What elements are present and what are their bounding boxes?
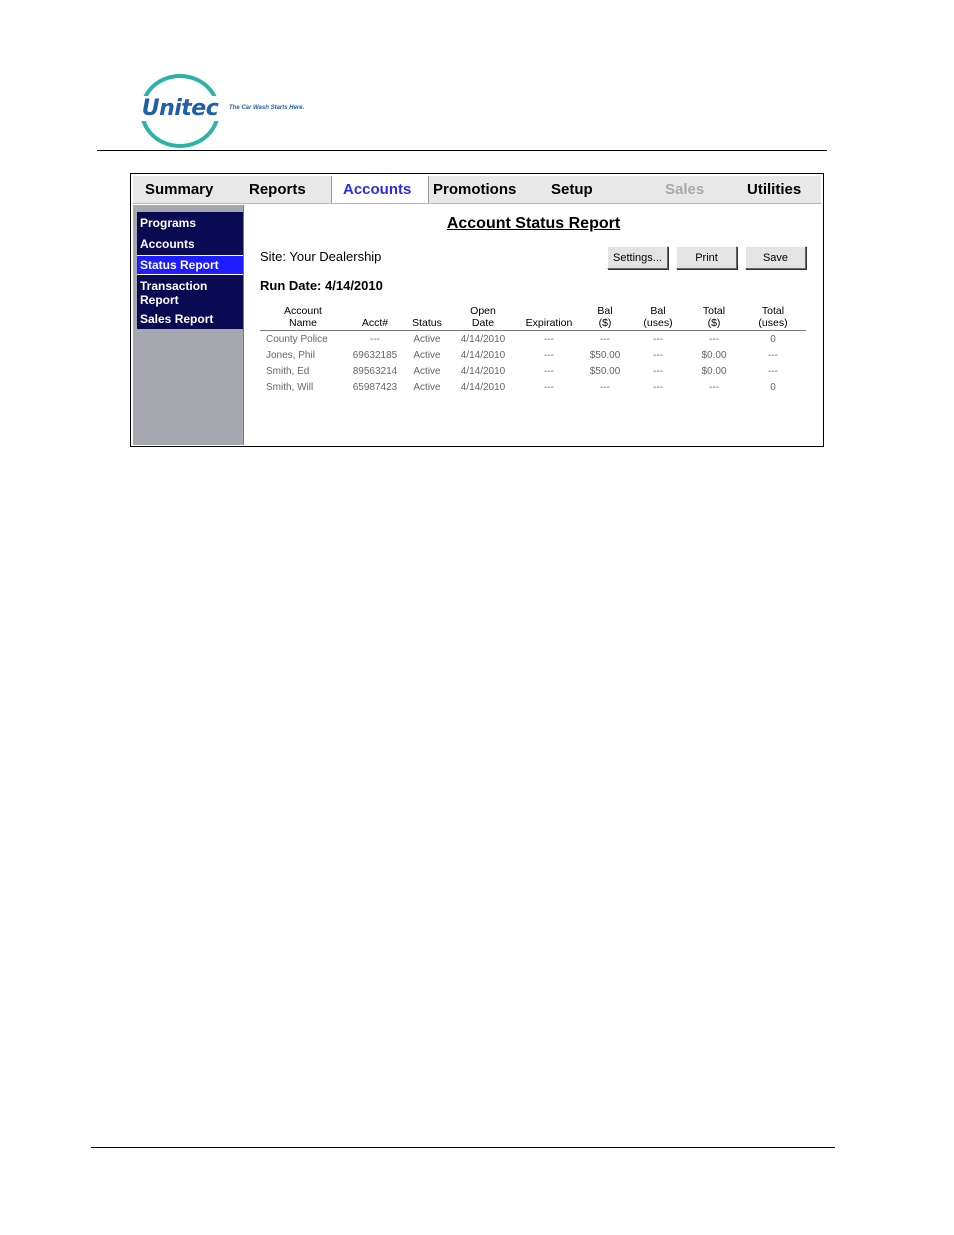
cell-total-dollars: --- — [709, 381, 719, 393]
sidebar-item-programs[interactable]: Programs — [140, 216, 197, 230]
cell-bal-dollars: --- — [600, 333, 610, 345]
cell-total-dollars: $0.00 — [701, 365, 727, 377]
column-header: Total (uses) — [740, 303, 806, 331]
page-title: Account Status Report — [446, 215, 621, 232]
column-header: Bal (uses) — [628, 303, 688, 331]
sidebar-item-accounts[interactable]: Accounts — [140, 237, 195, 251]
cell-acct-number: 69632185 — [352, 349, 398, 361]
column-header: Account Name — [260, 303, 346, 331]
cell-open-date: 4/14/2010 — [460, 381, 506, 393]
table-row — [260, 379, 806, 395]
cell-bal-uses: --- — [653, 381, 663, 393]
column-header: Open Date — [450, 303, 516, 331]
cell-total-uses: 0 — [770, 333, 776, 345]
settings-button[interactable]: Settings... — [607, 246, 668, 269]
cell-expiration: --- — [544, 381, 554, 393]
account-status-table — [260, 303, 806, 395]
sidebar-item-sales-report[interactable]: Sales Report — [140, 312, 214, 326]
cell-bal-dollars: $50.00 — [589, 349, 621, 361]
cell-account-name: Smith, Ed — [266, 365, 310, 377]
report-panel — [244, 205, 823, 445]
app-window — [130, 173, 824, 447]
save-button[interactable]: Save — [745, 246, 806, 269]
table-row — [260, 347, 806, 363]
cell-open-date: 4/14/2010 — [460, 333, 506, 345]
table-row — [260, 363, 806, 379]
run-date — [260, 278, 383, 293]
tab-utilities[interactable]: Utilities — [747, 181, 802, 198]
footer-rule — [91, 1147, 835, 1148]
column-header: Status — [404, 303, 450, 331]
cell-open-date: 4/14/2010 — [460, 365, 506, 377]
cell-status: Active — [413, 381, 441, 393]
tab-reports[interactable]: Reports — [249, 181, 306, 198]
cell-total-uses: --- — [768, 365, 778, 377]
cell-open-date: 4/14/2010 — [460, 349, 506, 361]
site-label: Site: Your Dealership — [260, 249, 382, 264]
logo-text: Unitec — [141, 96, 219, 121]
column-header: Expiration — [516, 303, 582, 331]
cell-total-dollars: $0.00 — [701, 349, 727, 361]
table-header-row — [260, 303, 806, 331]
cell-status: Active — [413, 349, 441, 361]
sidebar — [133, 205, 243, 445]
print-button[interactable]: Print — [676, 246, 737, 269]
cell-expiration: --- — [544, 349, 554, 361]
cell-account-name: County Police — [266, 333, 328, 345]
sidebar-item-transaction-report[interactable]: Transaction Report — [140, 279, 208, 307]
tab-setup[interactable]: Setup — [551, 181, 593, 198]
tab-summary[interactable]: Summary — [145, 181, 214, 198]
cell-bal-uses: --- — [653, 349, 663, 361]
cell-expiration: --- — [544, 333, 554, 345]
cell-account-name: Smith, Will — [266, 381, 314, 393]
main-tab-bar — [133, 176, 821, 204]
cell-expiration: --- — [544, 365, 554, 377]
sidebar-item-status-report[interactable]: Status Report — [137, 255, 243, 275]
logo-tagline: The Car Wash Starts Here. — [229, 105, 305, 111]
cell-total-uses: 0 — [770, 381, 776, 393]
sidebar-nav — [137, 212, 243, 329]
cell-total-dollars: --- — [709, 333, 719, 345]
cell-bal-dollars: $50.00 — [589, 365, 621, 377]
table-row — [260, 331, 806, 348]
header-rule — [97, 150, 827, 151]
column-header: Bal ($) — [582, 303, 628, 331]
tab-sales: Sales — [665, 181, 705, 198]
unitec-logo — [138, 72, 220, 148]
run-date-label: Run Date: — [260, 278, 322, 293]
run-date-value: 4/14/2010 — [325, 278, 383, 293]
cell-status: Active — [413, 333, 441, 345]
tab-accounts[interactable]: Accounts — [331, 176, 429, 203]
column-header: Total ($) — [688, 303, 740, 331]
cell-account-name: Jones, Phil — [266, 349, 315, 361]
cell-acct-number: 65987423 — [352, 381, 398, 393]
cell-acct-number: --- — [370, 333, 380, 345]
cell-status: Active — [413, 365, 441, 377]
cell-bal-uses: --- — [653, 365, 663, 377]
cell-bal-dollars: --- — [600, 381, 610, 393]
cell-acct-number: 89563214 — [352, 365, 398, 377]
cell-bal-uses: --- — [653, 333, 663, 345]
tab-promotions[interactable]: Promotions — [433, 181, 517, 198]
column-header: Acct# — [346, 303, 404, 331]
cell-total-uses: --- — [768, 349, 778, 361]
